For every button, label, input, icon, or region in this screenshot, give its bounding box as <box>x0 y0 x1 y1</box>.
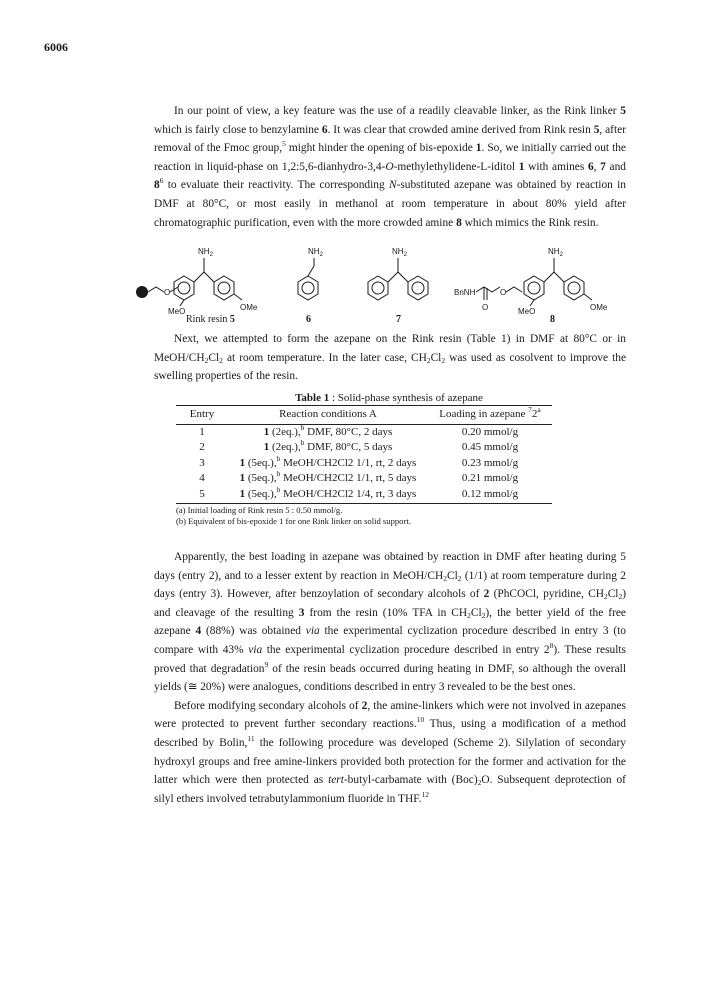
nh2-label-7: $NH_2$ <box>392 247 407 258</box>
table-row <box>176 440 552 456</box>
cell-conditions: 1 (2eq.),$^b$ DMF, 80°C, 5 days <box>263 438 393 454</box>
rink-resin-structure <box>136 247 258 316</box>
ring-7-right <box>408 276 428 300</box>
table-row <box>176 471 552 487</box>
ome-label-8: OMe <box>590 303 608 312</box>
amine-8-structure <box>454 247 608 316</box>
label-compound-6: 6 <box>306 314 311 322</box>
chemical-structures-figure <box>130 242 630 322</box>
ring-6 <box>298 276 318 300</box>
table-caption: Table 1 : Solid-phase synthesis of azepane <box>295 392 483 404</box>
benzylamine-structure <box>298 247 324 300</box>
table-header-row <box>176 406 552 425</box>
cell-loading: 0.20 mmol/g <box>461 425 519 438</box>
paragraph-3: Apparently, the best loading in azepane was obtained by reaction in DMF after heating during 5 days (entry 2), and to a lesser extent by reaction in MeOH/$CH_2Cl_2$ (1/1) at room temperature during 2 days (entry 3). However, after benzoylation of secondary alcohols of 2 (PhCOCl, pyridine, $CH_2Cl_2$) and cleavage of the resulting 3 from the resin (10% TFA in $CH_2Cl_2$), the better yield of the free azepane 4 (88%) was obtained via the experimental cyclization procedure described in entry 3 (to compare with 43% via the experimental cyclization procedure described in entry $2^8$). These results proved that degradation$^9$ of the resin beads occurred during heating in DMF, so although the overall yields (≅ 20%) were analogues, conditions described in entry 3 revealed to be the best ones. <box>154 551 626 694</box>
o-label-rink: O <box>164 288 171 297</box>
header-conditions: Reaction conditions A <box>228 406 428 425</box>
ring-8-left <box>524 276 544 300</box>
label-compound-7: 7 <box>396 314 401 322</box>
paragraph-4: Before modifying secondary alcohols of 2, the amine-linkers which were not involved in azepanes were protected to prevent further secondary reactions.$^{10}$ Thus, using a modification of a method described by Bolin,$^{11}$ the following procedure was developed (Scheme 2). Silylation of secondary hydroxyl groups and free amine-linkers provided both protection for the former and activation for the latter which were then protected as tert-butyl-carbamate with $(Boc)_2O$. Subsequent deprotection of silyl ethers involved tetrabutylammonium fluoride in THF.$^{12}$ <box>154 699 627 805</box>
cell-loading: 0.21 mmol/g <box>461 472 519 485</box>
header-entry: Entry <box>176 406 228 425</box>
cell-conditions: 1 (5eq.),$^b$ MeOH/CH2Cl2 1/4, rt, 3 days <box>228 487 428 503</box>
results-table <box>176 405 552 504</box>
cell-entry: 4 <box>199 472 205 485</box>
paragraph-1: In our point of view, a key feature was the use of a readily cleavable linker, as the Rink linker 5 which is fairly close to benzylamine 6. It was clear that crowded amine derived from Rink resin 5, after removal of the Fmoc group,$^5$ might hinder the opening of bis-epoxide 1. So, we initially carried out the reaction in liquid-phase on 1,2:5,6-dianhydro-3,4-O-methylethylidene-L-iditol 1 with amines 6, 7 and $8^6$ to evaluate their reactivity. The corresponding N-substituted azepane was obtained by reaction in DMF at 80°C, or most easily in methanol at room temperature in about 80% yield after chromatographic purification, even with the more crowded amine 8 which mimics the Rink resin. <box>154 105 626 229</box>
ring-rink-right <box>214 276 234 300</box>
cell-entry: 3 <box>199 456 205 469</box>
table-footnotes <box>176 505 552 527</box>
cell-entry: 1 <box>199 425 205 438</box>
cell-loading: 0.23 mmol/g <box>461 456 519 469</box>
cell-conditions: 1 (2eq.),$^b$ DMF, 80°C, 2 days <box>263 422 393 438</box>
label-compound-8: 8 <box>550 314 555 322</box>
footnote-b: (b) Equivalent of bis-epoxide 1 for one Rink linker on solid support. <box>176 515 411 526</box>
paragraphs-3-4 <box>154 548 626 808</box>
table-row <box>176 456 552 472</box>
cell-loading: 0.12 mmol/g <box>428 487 552 503</box>
page-number: 6006 <box>44 40 68 54</box>
cell-loading: 0.45 mmol/g <box>461 441 519 454</box>
nh2-label-8: $NH_2$ <box>548 247 563 258</box>
o-label-8: O <box>500 288 507 297</box>
meo-label-rink: MeO <box>168 307 186 316</box>
table-row <box>176 424 552 440</box>
ring-8-right <box>564 276 584 300</box>
table-row <box>176 487 552 503</box>
label-rink-resin: Rink resin 5 <box>186 314 235 322</box>
cell-conditions: 1 (5eq.),$^b$ MeOH/CH2Cl2 1/1, rt, 5 days <box>239 469 417 485</box>
ome-label-rink: OMe <box>240 303 258 312</box>
benzhydrylamine-structure <box>368 247 428 300</box>
cell-entry: 5 <box>176 487 228 503</box>
carbonyl-o-label-8: O <box>482 303 489 312</box>
cell-conditions: 1 (5eq.),$^b$ MeOH/CH2Cl2 1/1, rt, 2 days <box>239 453 417 469</box>
nh2-label-rink: $NH_2$ <box>198 247 213 258</box>
resin-bead <box>136 286 148 298</box>
nh2-label-6: $NH_2$ <box>308 247 323 258</box>
table-1 <box>176 392 552 527</box>
ring-7-left <box>368 276 388 300</box>
header-loading: Loading in azepane $^7$2$^a$ <box>428 406 552 425</box>
footnote-a: (a) Initial loading of Rink resin 5 : 0.50 mmol/g. <box>176 504 343 515</box>
bnnh-label-8: BnNH <box>454 288 476 297</box>
cell-entry: 2 <box>199 441 205 454</box>
paragraph-2: Next, we attempted to form the azepane on the Rink resin (Table 1) in DMF at 80°C or in MeOH/$CH_2Cl_2$ at room temperature. In the later case, $CH_2Cl_2$ was used as cosolvent to improve the swelling properties of the resin. <box>154 333 626 383</box>
meo-label-8: MeO <box>518 307 536 316</box>
